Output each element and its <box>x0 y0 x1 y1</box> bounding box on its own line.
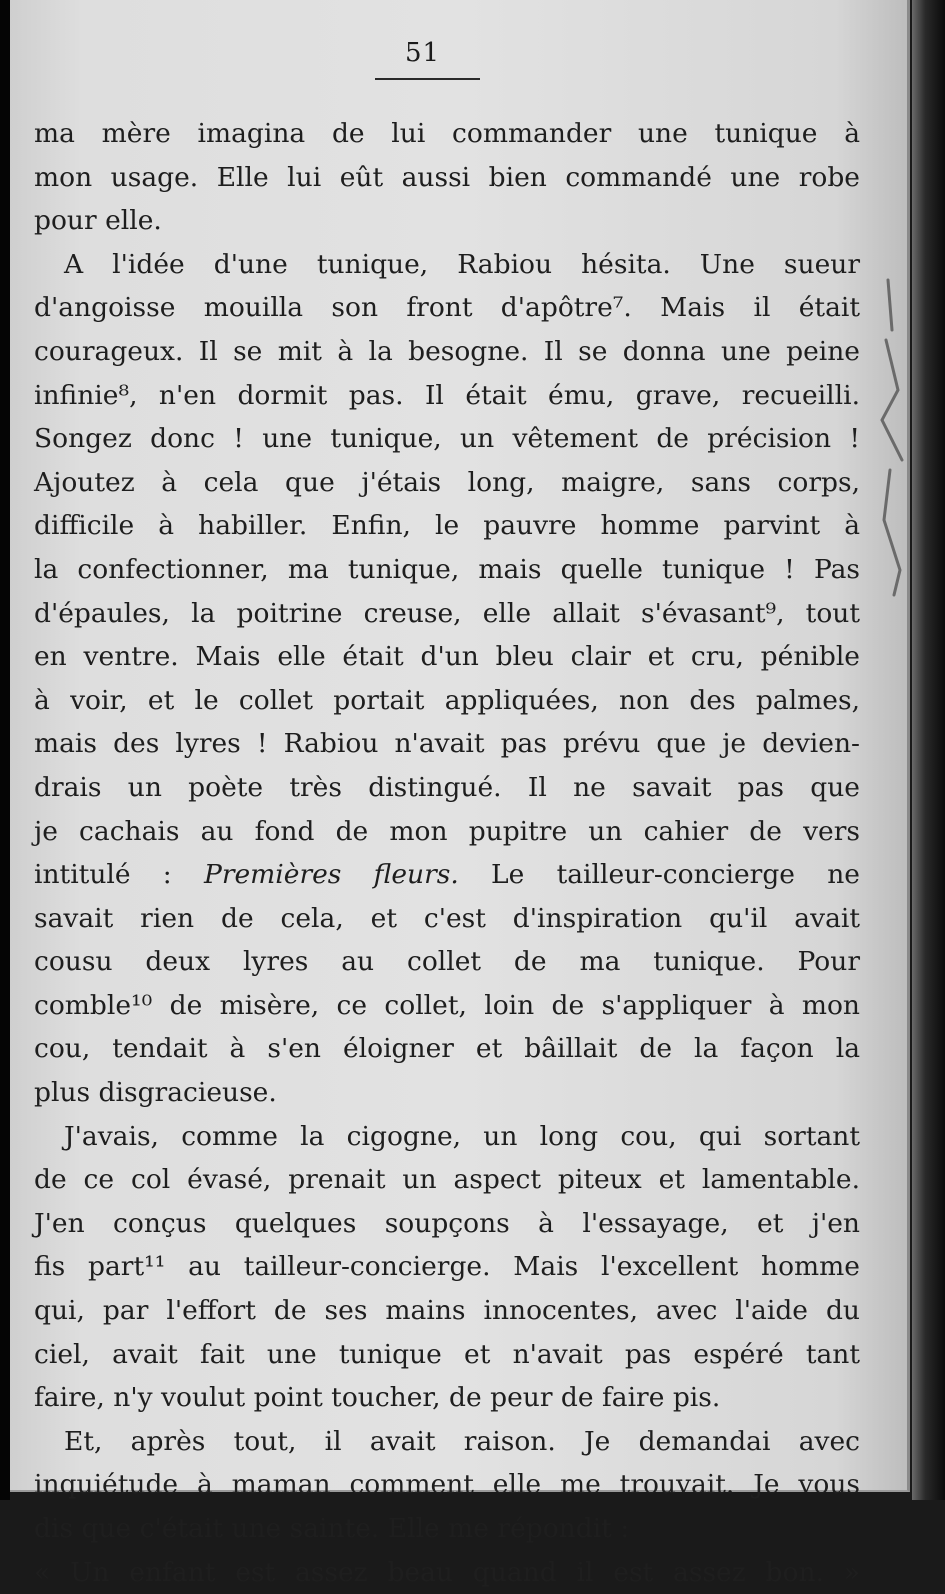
text-line: Songez donc ! une tunique, un vêtement de précision ! <box>34 423 860 455</box>
text-line: mon usage. Elle lui eût aussi bien commandé une robe <box>34 161 860 193</box>
text-line: à voir, et le collet portait appliquées, non des palmes, <box>34 684 860 716</box>
body-text <box>34 112 860 1594</box>
page-number-rule <box>375 78 480 80</box>
text-line: pour elle. <box>34 205 162 237</box>
text-line: fis part¹¹ au tailleur-concierge. Mais l'excellent homme <box>34 1251 860 1283</box>
text-line: d'angoisse mouilla son front d'apôtre⁷. Mais il était <box>34 292 860 324</box>
page-edge-shadow <box>912 0 945 1500</box>
text-line <box>34 853 860 897</box>
text-line: d'épaules, la poitrine creuse, elle allait s'évasant⁹, tout <box>34 597 860 629</box>
text-line: en ventre. Mais elle était d'un bleu clair et cru, pénible <box>34 641 860 673</box>
text-line: J'avais, comme la cigogne, un long cou, qui sortant <box>64 1120 860 1152</box>
text-line: « Un enfant est assez beau quand il est assez bon. » <box>34 1556 860 1588</box>
text-line: comble¹⁰ de misère, ce collet, loin de s'appliquer à mon <box>34 989 860 1021</box>
text-line: courageux. Il se mit à la besogne. Il se donna une peine <box>34 335 860 367</box>
text-line: dis que c'était une sainte. Elle me répondit : <box>34 1513 630 1544</box>
text-line: la confectionner, ma tunique, mais quelle tunique ! Pas <box>34 553 860 585</box>
book-page <box>10 0 910 1588</box>
book-title-italic: Premières fleurs. <box>203 859 459 891</box>
text-line: de ce col évasé, prenait un aspect piteux et lamentable. <box>34 1164 860 1196</box>
text-line: plus disgracieuse. <box>34 1077 277 1109</box>
text-line: J'en conçus quelques soupçons à l'essayage, et j'en <box>34 1207 860 1239</box>
text-line: qui, par l'effort de ses mains innocentes, avec l'aide du <box>34 1295 860 1327</box>
binding-shadow <box>0 0 10 1500</box>
text-line: savait rien de cela, et c'est d'inspiration qu'il avait <box>34 902 860 934</box>
text-line: cousu deux lyres au collet de ma tunique. Pour <box>34 946 860 978</box>
page-number: 51 <box>405 38 441 68</box>
pencil-mark <box>868 270 918 600</box>
text-line: cou, tendait à s'en éloigner et bâillait de la façon la <box>34 1033 860 1065</box>
text-line-end: Le tailleur-concierge ne <box>458 859 860 891</box>
text-line: A l'idée d'une tunique, Rabiou hésita. Une sueur <box>64 248 860 280</box>
text-line: mais des lyres ! Rabiou n'avait pas prévu que je devien- <box>34 728 860 760</box>
text-line: faire, n'y voulut point toucher, de peur de faire pis. <box>34 1382 721 1414</box>
text-line: ciel, avait fait une tunique et n'avait pas espéré tant <box>34 1338 860 1370</box>
text-line-start: intitulé : <box>34 859 204 891</box>
text-line: Et, après tout, il avait raison. Je demandai avec <box>64 1425 860 1457</box>
text-line: Ajoutez à cela que j'étais long, maigre, sans corps, <box>34 466 860 498</box>
text-line: infinie⁸, n'en dormit pas. Il était ému, grave, recueilli. <box>34 379 860 411</box>
text-line: inquiétude à maman comment elle me trouvait. Je vous <box>34 1469 860 1501</box>
text-line: ma mère imagina de lui commander une tunique à <box>34 118 860 149</box>
text-line: drais un poète très distingué. Il ne savait pas que <box>34 771 860 803</box>
text-line: je cachais au fond de mon pupitre un cahier de vers <box>34 815 860 847</box>
text-line: difficile à habiller. Enfin, le pauvre homme parvint à <box>34 510 860 542</box>
